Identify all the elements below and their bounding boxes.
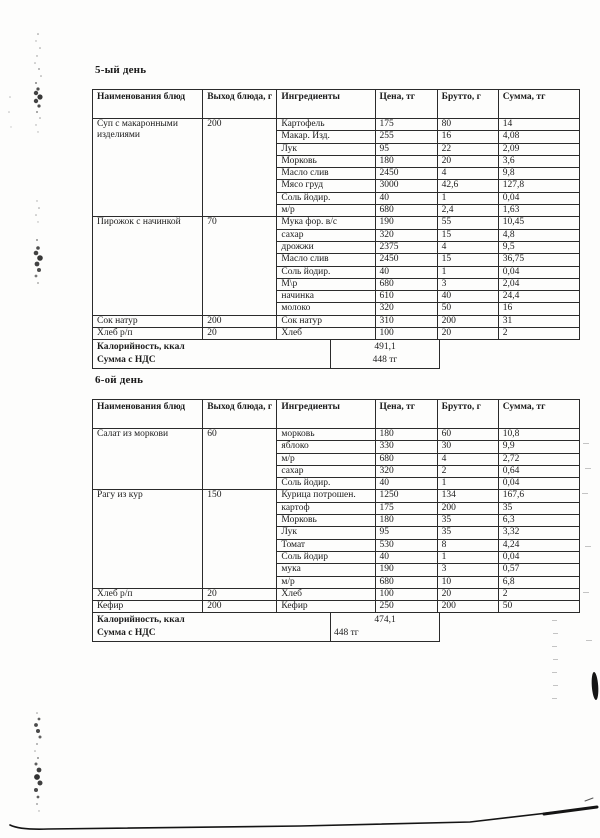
- price-cell: 320: [375, 303, 437, 315]
- dish-output-cell: 60: [203, 429, 277, 490]
- footer-labels: [93, 340, 331, 368]
- footer-labels: [93, 613, 331, 641]
- column-header: Наименования блюд: [93, 400, 203, 429]
- day-5-title: 5-ый день: [95, 64, 147, 76]
- scan-noise-left-top: [8, 33, 42, 133]
- sum-cell: 2,04: [498, 278, 579, 290]
- column-header: Ингредиенты: [277, 90, 375, 119]
- ingredient-cell: Соль йодир.: [277, 478, 375, 490]
- ingredient-cell: Хлеб: [277, 588, 375, 600]
- sum-cell: 0,64: [498, 465, 579, 477]
- price-cell: 40: [375, 192, 437, 204]
- ingredient-cell: Морковь: [277, 515, 375, 527]
- gross-cell: 35: [437, 515, 498, 527]
- price-cell: 95: [375, 143, 437, 155]
- scan-noise-left-bottom: [34, 712, 43, 812]
- gross-cell: 80: [437, 119, 498, 131]
- dish-name-cell: Суп с макаронными изделиями: [93, 119, 203, 217]
- gross-cell: 20: [437, 328, 498, 340]
- sum-cell: 4,08: [498, 131, 579, 143]
- column-header: Цена, тг: [375, 400, 437, 429]
- gross-cell: 60: [437, 429, 498, 441]
- price-cell: 610: [375, 291, 437, 303]
- sum-vat-label: Сумма с НДС: [97, 628, 156, 639]
- day-6-menu-table: [92, 399, 580, 613]
- price-cell: 320: [375, 465, 437, 477]
- ingredient-cell: Соль йодир.: [277, 192, 375, 204]
- sum-cell: 31: [498, 315, 579, 327]
- sum-vat-value: 448 тг: [372, 355, 398, 366]
- sum-cell: 36,75: [498, 254, 579, 266]
- sum-cell: 2,72: [498, 453, 579, 465]
- dish-output-cell: 200: [203, 315, 277, 327]
- gross-cell: 1: [437, 478, 498, 490]
- ingredient-cell: Томат: [277, 539, 375, 551]
- sum-cell: 9,5: [498, 241, 579, 253]
- gross-cell: 35: [437, 527, 498, 539]
- sum-cell: 167,6: [498, 490, 579, 502]
- dish-output-cell: 150: [203, 490, 277, 588]
- gross-cell: 1: [437, 266, 498, 278]
- gross-cell: 4: [437, 168, 498, 180]
- day-5-menu-table: [92, 89, 580, 340]
- dish-output-cell: 20: [203, 588, 277, 600]
- price-cell: 180: [375, 515, 437, 527]
- sum-cell: 2: [498, 328, 579, 340]
- sum-cell: 14: [498, 119, 579, 131]
- sum-cell: 0,04: [498, 478, 579, 490]
- column-header: Цена, тг: [375, 90, 437, 119]
- day-6-table-footer: [92, 613, 440, 642]
- gross-cell: 200: [437, 502, 498, 514]
- column-header: Выход блюда, г: [203, 90, 277, 119]
- column-header: Брутто, г: [437, 400, 498, 429]
- sum-cell: 4,8: [498, 229, 579, 241]
- table-row: [93, 119, 580, 131]
- gross-cell: 55: [437, 217, 498, 229]
- gross-cell: 3: [437, 278, 498, 290]
- gross-cell: 1: [437, 192, 498, 204]
- gross-cell: 134: [437, 490, 498, 502]
- gross-cell: 20: [437, 155, 498, 167]
- ingredient-cell: Мука фор. в/с: [277, 217, 375, 229]
- ingredient-cell: Морковь: [277, 155, 375, 167]
- ingredient-cell: м/р: [277, 205, 375, 217]
- price-cell: 40: [375, 551, 437, 563]
- gross-cell: 10: [437, 576, 498, 588]
- price-cell: 100: [375, 588, 437, 600]
- ingredient-cell: начинка: [277, 291, 375, 303]
- gross-cell: 22: [437, 143, 498, 155]
- footer-values: [331, 340, 439, 368]
- price-cell: 255: [375, 131, 437, 143]
- table-row: [93, 217, 580, 229]
- ingredient-cell: Масло слив: [277, 168, 375, 180]
- calories-label: Калорийность, ккал: [97, 615, 185, 626]
- price-cell: 180: [375, 155, 437, 167]
- ingredient-cell: Масло слив: [277, 254, 375, 266]
- dish-name-cell: Хлеб р/п: [93, 328, 203, 340]
- sum-cell: 4,24: [498, 539, 579, 551]
- ingredient-cell: сахар: [277, 229, 375, 241]
- price-cell: 680: [375, 453, 437, 465]
- price-cell: 190: [375, 564, 437, 576]
- price-cell: 680: [375, 205, 437, 217]
- price-cell: 180: [375, 429, 437, 441]
- sum-vat-value: 448 тг: [334, 628, 359, 639]
- dish-name-cell: Рагу из кур: [93, 490, 203, 588]
- sum-cell: 24,4: [498, 291, 579, 303]
- dish-output-cell: 20: [203, 328, 277, 340]
- price-cell: 320: [375, 229, 437, 241]
- sum-cell: 127,8: [498, 180, 579, 192]
- header-row: [93, 400, 580, 429]
- dish-name-cell: Пирожок с начинкой: [93, 217, 203, 315]
- sum-vat-label: Сумма с НДС: [97, 355, 156, 366]
- sum-cell: 35: [498, 502, 579, 514]
- calories-label: Калорийность, ккал: [97, 342, 185, 353]
- ingredient-cell: М\р: [277, 278, 375, 290]
- sum-cell: 9,8: [498, 168, 579, 180]
- gross-cell: 3: [437, 564, 498, 576]
- table-row: [93, 601, 580, 613]
- sum-cell: 6,3: [498, 515, 579, 527]
- price-cell: 100: [375, 328, 437, 340]
- column-header: Сумма, тг: [498, 400, 579, 429]
- ingredient-cell: картоф: [277, 502, 375, 514]
- sum-cell: 0,04: [498, 551, 579, 563]
- price-cell: 175: [375, 502, 437, 514]
- ingredient-cell: Лук: [277, 143, 375, 155]
- day-6-title: 6-ой день: [95, 374, 144, 386]
- price-cell: 310: [375, 315, 437, 327]
- price-cell: 2450: [375, 254, 437, 266]
- ingredient-cell: м/р: [277, 453, 375, 465]
- gross-cell: 4: [437, 241, 498, 253]
- ingredient-cell: молоко: [277, 303, 375, 315]
- ingredient-cell: Макар. Изд.: [277, 131, 375, 143]
- sum-cell: 1,63: [498, 205, 579, 217]
- column-header: Брутто, г: [437, 90, 498, 119]
- gross-cell: 50: [437, 303, 498, 315]
- sum-cell: 9,9: [498, 441, 579, 453]
- gross-cell: 200: [437, 601, 498, 613]
- sum-cell: 3,32: [498, 527, 579, 539]
- sum-cell: 3,6: [498, 155, 579, 167]
- ingredient-cell: Кефир: [277, 601, 375, 613]
- header-row: [93, 90, 580, 119]
- scan-noise-left-middle: [34, 200, 43, 284]
- sum-cell: 10,45: [498, 217, 579, 229]
- gross-cell: 15: [437, 229, 498, 241]
- scan-page-edge-line: [10, 798, 597, 829]
- ingredient-cell: Лук: [277, 527, 375, 539]
- ingredient-cell: Картофель: [277, 119, 375, 131]
- ingredient-cell: Курица потрошен.: [277, 490, 375, 502]
- sum-cell: 0,04: [498, 192, 579, 204]
- sum-cell: 0,57: [498, 564, 579, 576]
- price-cell: 40: [375, 266, 437, 278]
- price-cell: 2450: [375, 168, 437, 180]
- sum-cell: 16: [498, 303, 579, 315]
- gross-cell: 30: [437, 441, 498, 453]
- calories-value: 491,1: [374, 342, 396, 353]
- gross-cell: 4: [437, 453, 498, 465]
- gross-cell: 1: [437, 551, 498, 563]
- price-cell: 250: [375, 601, 437, 613]
- column-header: Выход блюда, г: [203, 400, 277, 429]
- column-header: Ингредиенты: [277, 400, 375, 429]
- price-cell: 530: [375, 539, 437, 551]
- day-5-table-footer: [92, 340, 440, 369]
- dish-name-cell: Хлеб р/п: [93, 588, 203, 600]
- dish-output-cell: 200: [203, 119, 277, 217]
- ingredient-cell: м/р: [277, 576, 375, 588]
- ingredient-cell: морковь: [277, 429, 375, 441]
- column-header: Сумма, тг: [498, 90, 579, 119]
- dish-output-cell: 70: [203, 217, 277, 315]
- day-5-section: [92, 64, 592, 369]
- gross-cell: 20: [437, 588, 498, 600]
- footer-values: [331, 613, 439, 641]
- ingredient-cell: яблоко: [277, 441, 375, 453]
- dish-output-cell: 200: [203, 601, 277, 613]
- scan-blob-right-edge: [591, 672, 599, 700]
- gross-cell: 2: [437, 465, 498, 477]
- dish-name-cell: Салат из моркови: [93, 429, 203, 490]
- price-cell: 175: [375, 119, 437, 131]
- price-cell: 2375: [375, 241, 437, 253]
- sum-cell: 2: [498, 588, 579, 600]
- gross-cell: 15: [437, 254, 498, 266]
- ingredient-cell: Хлеб: [277, 328, 375, 340]
- table-row: [93, 588, 580, 600]
- gross-cell: 200: [437, 315, 498, 327]
- column-header: Наименования блюд: [93, 90, 203, 119]
- price-cell: 3000: [375, 180, 437, 192]
- sum-cell: 50: [498, 601, 579, 613]
- day-6-section: [92, 374, 592, 642]
- dish-name-cell: Кефир: [93, 601, 203, 613]
- calories-value: 474,1: [374, 615, 396, 626]
- ingredient-cell: мука: [277, 564, 375, 576]
- price-cell: 680: [375, 278, 437, 290]
- gross-cell: 40: [437, 291, 498, 303]
- price-cell: 95: [375, 527, 437, 539]
- ingredient-cell: Соль йодир: [277, 551, 375, 563]
- sum-cell: 2,09: [498, 143, 579, 155]
- dish-name-cell: Сок натур: [93, 315, 203, 327]
- gross-cell: 16: [437, 131, 498, 143]
- ingredient-cell: сахар: [277, 465, 375, 477]
- sum-cell: 10,8: [498, 429, 579, 441]
- price-cell: 330: [375, 441, 437, 453]
- gross-cell: 2,4: [437, 205, 498, 217]
- price-cell: 40: [375, 478, 437, 490]
- table-row: [93, 490, 580, 502]
- price-cell: 680: [375, 576, 437, 588]
- table-row: [93, 328, 580, 340]
- ingredient-cell: Сок натур: [277, 315, 375, 327]
- table-row: [93, 429, 580, 441]
- ingredient-cell: Мясо груд: [277, 180, 375, 192]
- ingredient-cell: Соль йодир.: [277, 266, 375, 278]
- price-cell: 1250: [375, 490, 437, 502]
- price-cell: 190: [375, 217, 437, 229]
- gross-cell: 42,6: [437, 180, 498, 192]
- sum-cell: 0,04: [498, 266, 579, 278]
- table-row: [93, 315, 580, 327]
- gross-cell: 8: [437, 539, 498, 551]
- sum-cell: 6,8: [498, 576, 579, 588]
- ingredient-cell: дрожжи: [277, 241, 375, 253]
